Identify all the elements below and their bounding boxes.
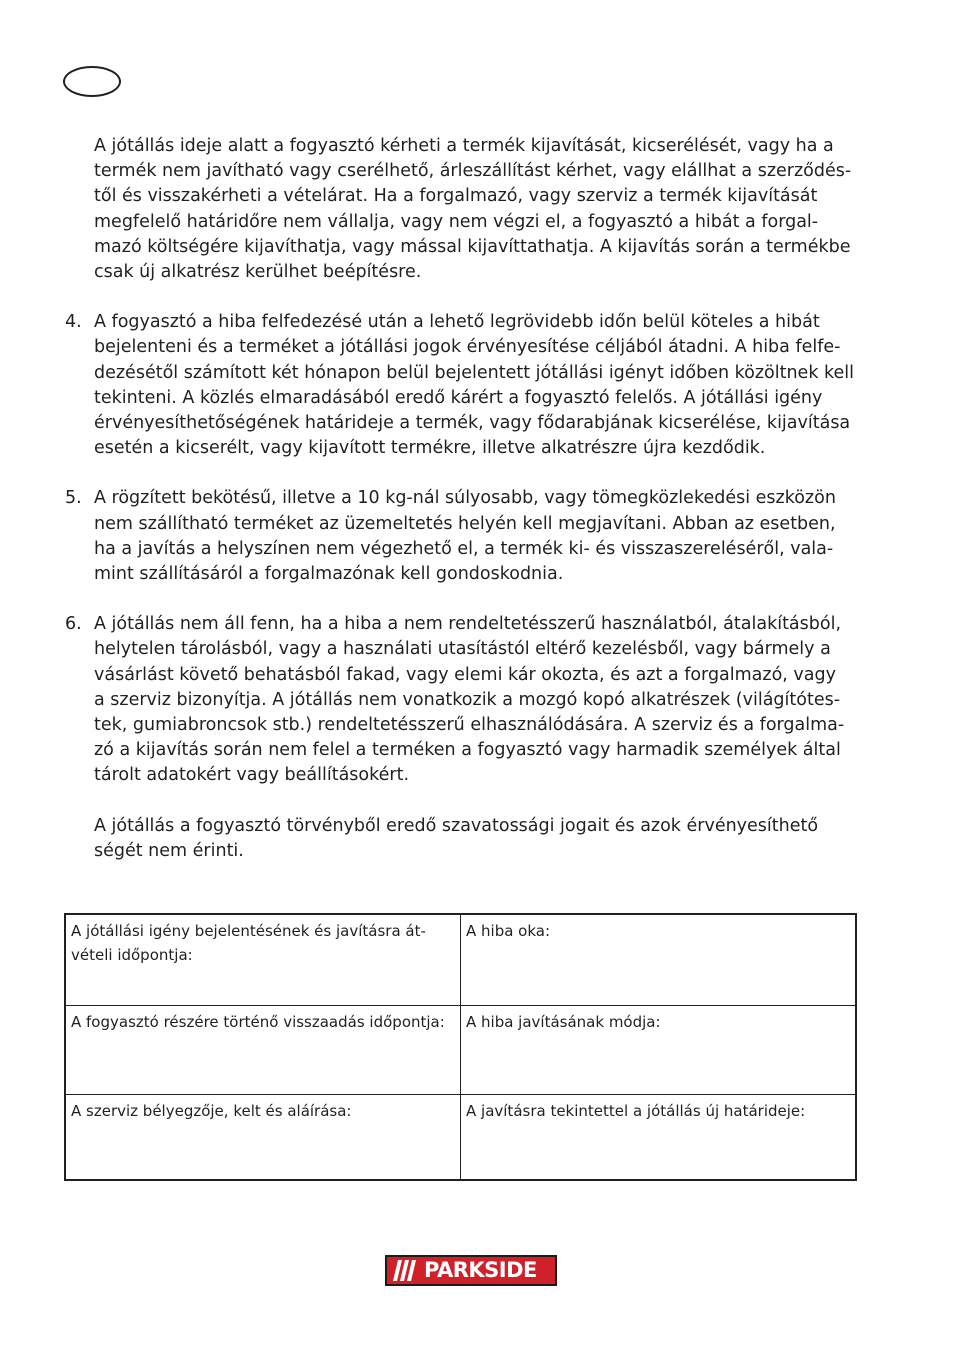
- text-line: től és visszakérheti a vételárat. Ha a forgalmazó, vagy szerviz a termék kijavítását: [94, 186, 818, 207]
- intro-paragraph: [65, 134, 865, 285]
- text-line: A fogyasztó a hiba felfedezésé után a lehető legrövidebb időn belül köteles a hibát: [94, 312, 820, 333]
- form-field-claim-date[interactable]: [65, 914, 461, 1005]
- text-line: tekinteni. A közlés elmaradásából eredő kárért a fogyasztó felelős. A jótállási igény: [94, 387, 823, 408]
- form-field-label: A fogyasztó részére történő visszaadás időpontja:: [71, 1012, 445, 1031]
- text-line: A rögzített bekötésű, illetve a 10 kg-nál súlyosabb, vagy tömegközlekedési eszközön: [94, 488, 836, 509]
- logo-red-band: [387, 1257, 555, 1284]
- text-line: A jótállás a fogyasztó törvényből eredő szavatossági jogait és azok érvényesíthető: [94, 815, 819, 836]
- text-line: A jótállás nem áll fenn, ha a hiba a nem rendeltetésszerű használatból, átalakításból,: [94, 614, 842, 635]
- text-line: A jótállás ideje alatt a fogyasztó kérheti a termék kijavítását, kicserélését, vagy ha a: [94, 136, 834, 156]
- numbered-item-4: [65, 310, 865, 461]
- text-line: tárolt adatokért vagy beállításokért.: [94, 765, 410, 786]
- text-line: a szerviz bizonyítja. A jótállás nem vonatkozik a mozgó kopó alkatrészek (világítótes-: [94, 689, 841, 710]
- text-line: esetén a kicserélt, vagy kijavított termékre, illetve alkatrészre újra kezdődik.: [94, 438, 766, 459]
- text-line: ségét nem érinti.: [94, 840, 244, 861]
- text-line: csak új alkatrész kerülhet beépítésre.: [94, 262, 422, 283]
- text-line: mazó költségére kijavíthatja, vagy mással kijavíttathatja. A kijavítás során a termékbe: [94, 236, 851, 257]
- text-line: érvényesíthetőségének határideje a termék, vagy fődarabjának kicserélése, kijavítása: [94, 413, 851, 434]
- warranty-text: [65, 134, 865, 889]
- text-line: helytelen tárolásból, vagy a használati utasítástól eltérő kezelésből, vagy bármely a: [94, 639, 831, 660]
- text-line: dezésétől számított két hónapon belül bejelentett jótállási igényt időben közöltnek kell: [94, 362, 855, 383]
- text-line: tek, gumiabroncsok stb.) rendeltetésszerű elhasználódására. A szerviz és a forgalma-: [94, 715, 845, 736]
- text-line: nem szállítható terméket az üzemeltetés helyén kell megjavítani. Abban az esetben,: [94, 513, 836, 534]
- language-badge-oval: [63, 66, 121, 97]
- text-line: megfelelő határidőre nem vállalja, vagy nem végzi el, a fogyasztó a hibát a forgal-: [94, 211, 819, 232]
- logo-brand-text: PARKSIDE: [424, 1258, 537, 1282]
- form-field-repair-method[interactable]: [461, 1005, 857, 1094]
- text-line: mint szállításáról a forgalmazónak kell gondoskodnia.: [94, 564, 564, 585]
- parkside-logo: [385, 1255, 557, 1286]
- closing-paragraph: [65, 814, 865, 864]
- text-line: termék nem javítható vagy cserélhető, árleszállítást kérhet, vagy elállhat a szerződés-: [94, 161, 852, 182]
- form-field-return-date[interactable]: [65, 1005, 461, 1094]
- item-number: 6.: [65, 614, 82, 635]
- item-number: 5.: [65, 488, 82, 509]
- text-line: vásárlást követő behatásból fakad, vagy elemi kár okozta, és azt a forgalmazó, vagy: [94, 664, 836, 685]
- logo-stripes-icon: [387, 1257, 421, 1284]
- text-line: zó a kijavítás során nem felel a terméken a fogyasztó vagy harmadik személyek által: [94, 740, 841, 761]
- text-line: ha a javítás a helyszínen nem végezhető el, a termék ki- és visszaszereléséről, vala-: [94, 538, 834, 559]
- numbered-item-6: [65, 612, 865, 788]
- form-field-label: A jótállási igény bejelentésének és javításra át- vételi időpontja:: [71, 922, 426, 964]
- text-line: bejelenteni és a terméket a jótállási jogok érvényesítése céljából átadni. A hiba felfe-: [94, 337, 841, 358]
- form-field-label: A hiba javításának módja:: [466, 1012, 661, 1031]
- form-field-label: A szerviz bélyegzője, kelt és aláírása:: [71, 1101, 352, 1120]
- form-field-service-stamp[interactable]: [65, 1094, 461, 1180]
- item-number: 4.: [65, 312, 82, 333]
- form-field-new-deadline[interactable]: [461, 1094, 857, 1180]
- form-field-fault-cause[interactable]: [461, 914, 857, 1005]
- form-field-label: A hiba oka:: [466, 922, 551, 940]
- warranty-repair-form: [64, 913, 857, 1181]
- numbered-item-5: [65, 486, 865, 587]
- form-field-label: A javításra tekintettel a jótállás új határideje:: [466, 1101, 806, 1120]
